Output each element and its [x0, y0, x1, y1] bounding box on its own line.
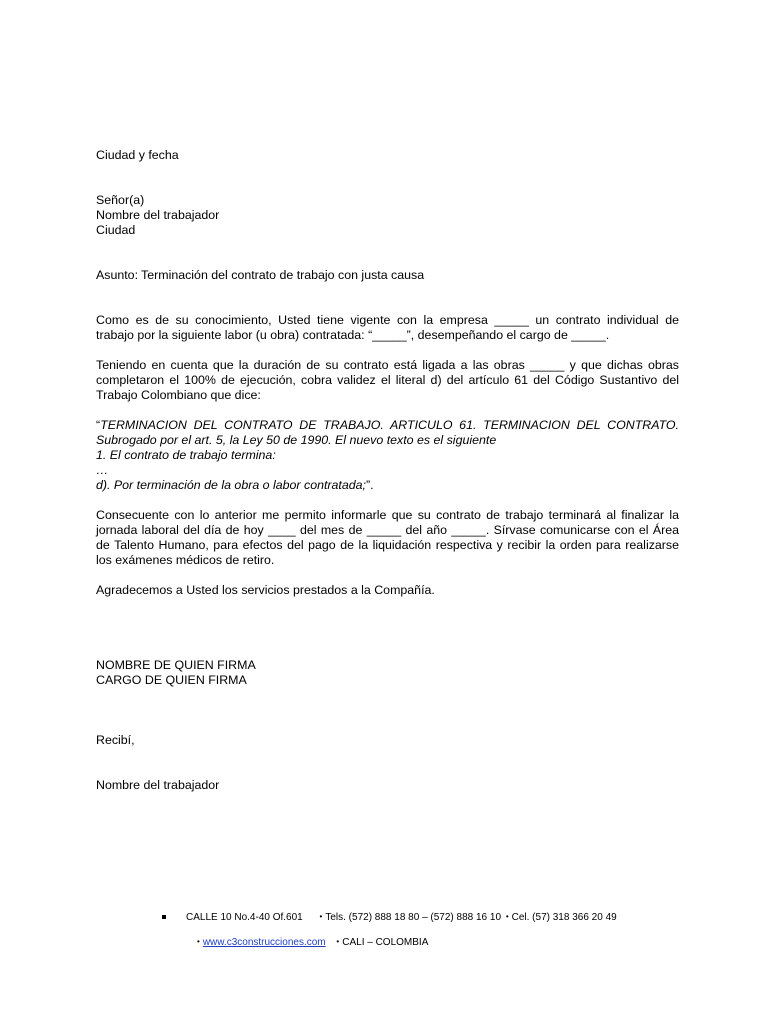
recipient-title: Señor(a) [96, 193, 145, 207]
quote-line-3: 1. El contrato de trabajo termina: [96, 448, 276, 462]
quote-close-mark: ”. [366, 478, 374, 492]
signer-role: CARGO DE QUIEN FIRMA [96, 673, 247, 687]
subject-line [96, 268, 679, 283]
recipient-city: Ciudad [96, 223, 136, 237]
signer-name: NOMBRE DE QUIEN FIRMA [96, 658, 256, 672]
recipient-name: Nombre del trabajador [96, 208, 220, 222]
legal-quote [96, 418, 679, 493]
bullet-dot-icon: • [197, 937, 200, 946]
website-link[interactable]: www.c3construcciones.com [202, 937, 326, 948]
paragraph-contract: Como es de su conocimiento, Usted tiene vigente con la empresa _____ un contrato individual de trabajo por la siguiente labor (u obra) contratada: “_____”, desempeñando el cargo de _____. [96, 313, 679, 342]
bullet-dot-icon: • [319, 912, 323, 921]
footer-location: CALI – COLOMBIA [342, 937, 429, 948]
city-date: Ciudad y fecha [96, 148, 179, 162]
quote-open-mark: “ [96, 418, 101, 432]
paragraph-termination: Consecuente con lo anterior me permito informarle que su contrato de trabajo terminará al finalizar la jornada laboral del día de hoy ____ del mes de _____ del año _____. Sírvase comunicarse con el Área de Talento Humano, para efectos del pago de la liquidación respectiva y recibir la orden para realizarse los exámenes médicos de retiro. [96, 508, 679, 567]
quote-line-4: … [96, 463, 109, 477]
square-bullet-icon [162, 915, 166, 919]
footer-address: CALLE 10 No.4-40 Of.601 [186, 912, 303, 923]
footer-cell: Cel. (57) 318 366 20 49 [511, 912, 617, 923]
bullet-dot-icon: • [336, 937, 340, 946]
received-label: Recibí, [96, 733, 135, 747]
subject-label: Asunto: [96, 268, 139, 282]
paragraph-thanks: Agradecemos a Usted los servicios prestados a la Compañía. [96, 583, 435, 597]
quote-line-2: Subrogado por el art. 5, la Ley 50 de 1990. El nuevo texto es el siguiente [96, 433, 497, 447]
bullet-dot-icon: • [505, 912, 509, 921]
quote-line-1: TERMINACION DEL CONTRATO DE TRABAJO. ARTICULO 61. TERMINACION DEL CONTRATO. [100, 418, 679, 432]
footer-phones: Tels. (572) 888 18 80 – (572) 888 16 10 [325, 912, 502, 923]
subject-text: Terminación del contrato de trabajo con justa causa [141, 268, 425, 282]
quote-line-5: d). Por terminación de la obra o labor contratada; [96, 478, 366, 492]
signature-block [96, 658, 679, 688]
paragraph-duration: Teniendo en cuenta que la duración de su contrato está ligada a las obras _____ y que dichas obras completaron el 100% de ejecución, cobra validez el literal d) del artículo 61 del Código Sustantivo del Trabajo Colombiano que dice: [96, 358, 679, 402]
worker-name: Nombre del trabajador [96, 778, 220, 792]
recipient-block [96, 193, 679, 238]
